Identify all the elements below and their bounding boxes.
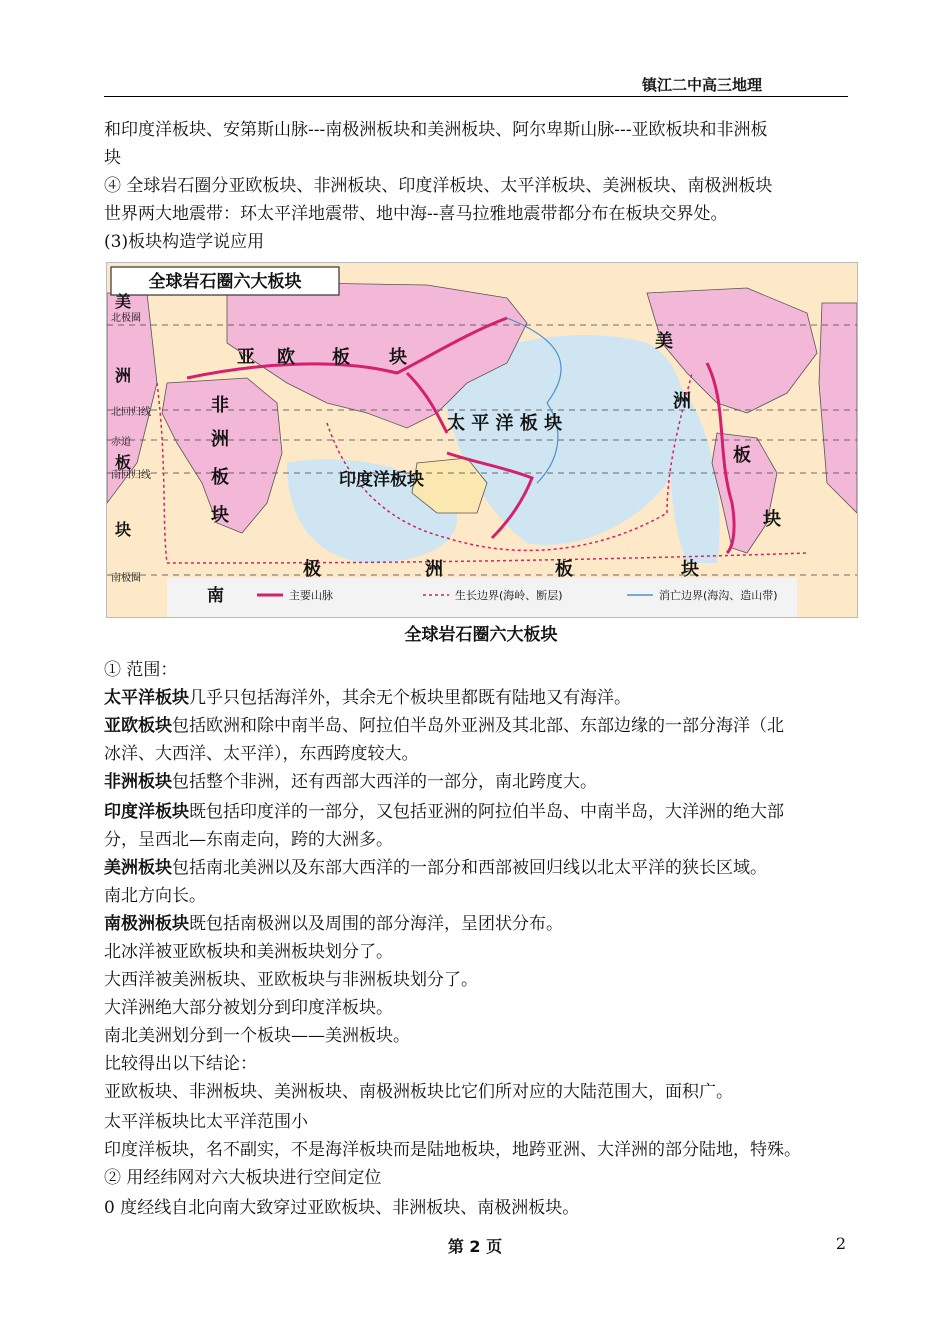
lat-label-capricorn: 南回归线 bbox=[111, 470, 151, 481]
africa-label-2: 洲 bbox=[211, 429, 229, 450]
plate-text-line bbox=[104, 798, 852, 826]
lat-label-cancer: 北回归线 bbox=[111, 407, 151, 418]
antarctic-label-1: 极 bbox=[303, 559, 321, 580]
map-caption: 全球岩石圈六大板块 bbox=[404, 625, 558, 645]
plate-term: 非洲板块 bbox=[104, 772, 172, 792]
text-line: 块 bbox=[104, 148, 121, 168]
south-label: 南 bbox=[207, 586, 224, 606]
plate-map bbox=[106, 262, 858, 618]
section-heading: (3)板块构造学说应用 bbox=[104, 232, 265, 252]
text-line: 南北美洲划分到一个板块——美洲板块。 bbox=[104, 1026, 410, 1046]
section-heading: ① 范围： bbox=[104, 660, 178, 680]
plate-desc: 包括整个非洲，还有西部大西洋的一部分，南北跨度大。 bbox=[172, 772, 597, 792]
text-line: 和印度洋板块、安第斯山脉---南极洲板块和美洲板块、阿尔卑斯山脉---亚欧板块和非洲板 bbox=[104, 120, 768, 140]
plate-text-line bbox=[104, 882, 852, 910]
eurasia-label-4: 块 bbox=[389, 347, 407, 368]
plate-text-line bbox=[104, 740, 852, 768]
plate-desc: 分，呈西北—东南走向，跨的大洲多。 bbox=[104, 830, 393, 850]
text-line: 世界两大地震带：环太平洋地震带、地中海--喜马拉雅地震带都分布在板块交界处。 bbox=[104, 204, 728, 224]
antarctic-label-2: 洲 bbox=[425, 559, 443, 580]
section-heading: ② 用经纬网对六大板块进行空间定位 bbox=[104, 1168, 382, 1188]
lat-label-arctic: 北极圈 bbox=[111, 313, 141, 324]
legend-mountain-label: 主要山脉 bbox=[289, 589, 333, 602]
plate-desc: 既包括印度洋的一部分，又包括亚洲的阿拉伯半岛、中南半岛，大洋洲的绝大部 bbox=[189, 802, 784, 822]
eurasia-label-1: 亚 bbox=[237, 347, 255, 368]
plate-desc: 南北方向长。 bbox=[104, 886, 206, 906]
page-number: 2 bbox=[835, 1234, 846, 1253]
lat-label-equator: 赤道 bbox=[111, 437, 131, 448]
plate-term: 亚欧板块 bbox=[104, 716, 172, 736]
america-label-2: 洲 bbox=[673, 391, 691, 412]
plate-desc: 包括欧洲和除中南半岛、阿拉伯半岛外亚洲及其北部、东部边缘的一部分海洋（北 bbox=[172, 716, 784, 736]
indian-label: 印度洋板块 bbox=[339, 470, 424, 490]
eurasia-label-3: 板 bbox=[332, 347, 350, 368]
text-line: 比较得出以下结论： bbox=[104, 1054, 257, 1074]
text-line: 印度洋板块，名不副实，不是海洋板块而是陆地板块，地跨亚洲、大洋洲的部分陆地，特殊。 bbox=[104, 1140, 801, 1160]
text-line: 亚欧板块、非洲板块、美洲板块、南极洲板块比它们所对应的大陆范围大，面积广。 bbox=[104, 1082, 733, 1102]
text-line: 0 度经线自北向南大致穿过亚欧板块、非洲板块、南极洲板块。 bbox=[104, 1198, 580, 1218]
left-america-label-3: 板 bbox=[115, 453, 132, 472]
map-title: 全球岩石圈六大板块 bbox=[148, 272, 302, 292]
america-label-4: 块 bbox=[763, 509, 781, 530]
page-header bbox=[104, 74, 848, 97]
legend-growing-label: 生长边界(海岭、断层) bbox=[455, 589, 563, 602]
text-line: 大洋洲绝大部分被划分到印度洋板块。 bbox=[104, 998, 393, 1018]
left-america-label-4: 块 bbox=[115, 520, 132, 539]
text-line: ④ 全球岩石圈分亚欧板块、非洲板块、印度洋板块、太平洋板块、美洲板块、南极洲板块 bbox=[104, 176, 773, 196]
america-label-1: 美 bbox=[655, 331, 673, 352]
antarctic-label-3: 板 bbox=[555, 559, 573, 580]
africa-label-3: 板 bbox=[211, 467, 229, 488]
text-line: 北冰洋被亚欧板块和美洲板块划分了。 bbox=[104, 942, 393, 962]
plate-desc: 包括南北美洲以及东部大西洋的一部分和西部被回归线以北太平洋的狭长区域。 bbox=[172, 858, 767, 878]
plate-text-line bbox=[104, 854, 852, 882]
text-line: 大西洋被美洲板块、亚欧板块与非洲板块划分了。 bbox=[104, 970, 478, 990]
pacific-label: 太 平 洋 板 块 bbox=[447, 413, 563, 434]
left-america-label-1: 美 bbox=[115, 292, 132, 311]
plate-term: 太平洋板块 bbox=[104, 688, 189, 708]
plate-map-graphic bbox=[107, 263, 857, 617]
plate-text-line bbox=[104, 768, 852, 796]
plate-text-line bbox=[104, 826, 852, 854]
legend-consuming-label: 消亡边界(海沟、造山带) bbox=[659, 589, 778, 602]
text-line: 太平洋板块比太平洋范围小 bbox=[104, 1112, 308, 1132]
africa-label-4: 块 bbox=[211, 505, 229, 526]
plate-desc: 几乎只包括海洋外，其余无个板块里都既有陆地又有海洋。 bbox=[189, 688, 631, 708]
plate-term: 南极洲板块 bbox=[104, 914, 189, 934]
plate-term: 印度洋板块 bbox=[104, 802, 189, 822]
plate-desc: 既包括南极洲以及周围的部分海洋，呈团状分布。 bbox=[189, 914, 563, 934]
africa-label-1: 非 bbox=[211, 395, 229, 416]
header-title: 镇江二中高三地理 bbox=[641, 76, 762, 94]
plate-text-line bbox=[104, 712, 852, 740]
lat-label-antarctic: 南极圈 bbox=[111, 573, 141, 584]
page-label: 第 2 页 bbox=[447, 1237, 503, 1256]
america-label-3: 板 bbox=[733, 445, 751, 466]
plate-desc: 冰洋、大西洋、太平洋），东西跨度较大。 bbox=[104, 744, 419, 764]
plate-term: 美洲板块 bbox=[104, 858, 172, 878]
plate-text-line bbox=[104, 684, 852, 712]
left-america-label-2: 洲 bbox=[115, 366, 132, 385]
plate-text-line bbox=[104, 910, 852, 938]
eurasia-label-2: 欧 bbox=[277, 347, 295, 368]
antarctic-label-4: 块 bbox=[681, 559, 699, 580]
